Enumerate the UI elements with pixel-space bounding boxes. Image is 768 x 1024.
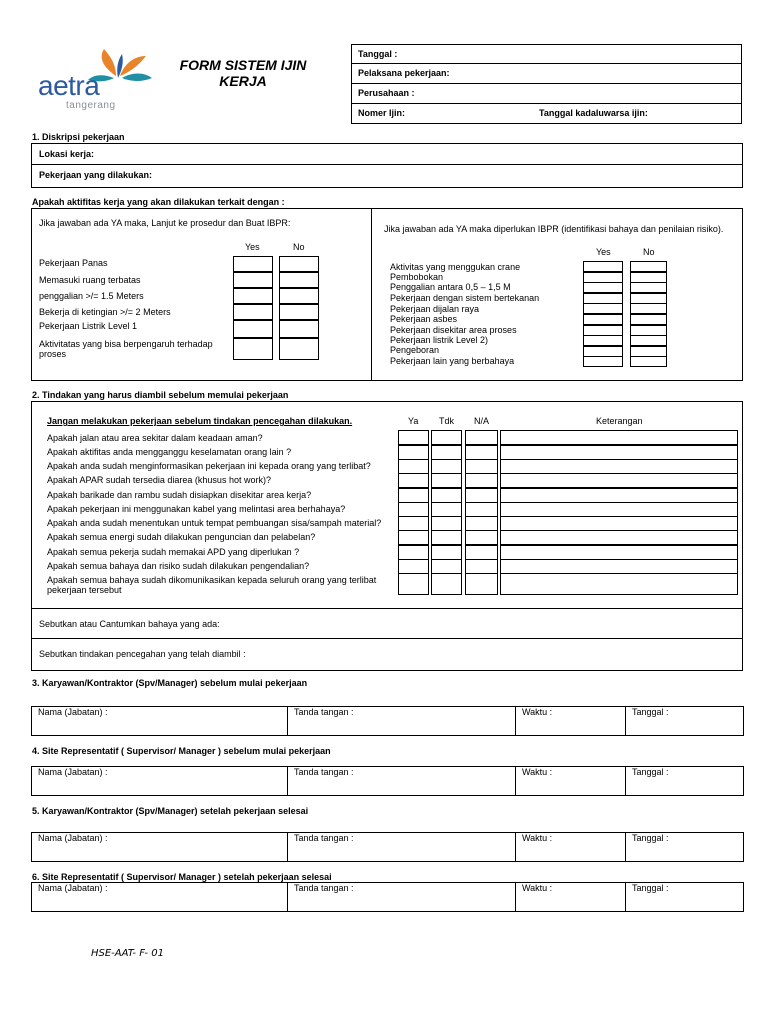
answer-na-checkbox[interactable] [465,430,498,445]
answer-na-checkbox[interactable] [465,459,498,474]
activity-right-item: Pekerjaan disekitar area proses [390,325,517,335]
activity-right-yes-checkbox[interactable] [583,346,623,357]
activity-right-no-checkbox[interactable] [630,346,667,357]
activity-heading: Apakah aktifitas kerja yang akan dilakukan terkait dengan : [32,197,285,207]
activity-left-no-checkbox[interactable] [279,288,319,304]
nama-jabatan-field[interactable]: Nama (Jabatan) : [38,883,108,893]
answer-tdk-checkbox[interactable] [431,445,462,460]
company-logo [34,44,169,114]
answer-na-checkbox[interactable] [465,559,498,574]
kadaluwarsa-field[interactable]: Tanggal kadaluwarsa ijin: [539,108,648,118]
activity-right-no-checkbox[interactable] [630,261,667,272]
answer-ya-checkbox[interactable] [398,473,429,488]
keterangan-input[interactable] [500,502,738,517]
activity-right-no-checkbox[interactable] [630,303,667,314]
checklist-question: Apakah semua energi sudah dilakukan penguncian dan pelabelan? [47,532,316,542]
answer-ya-checkbox[interactable] [398,430,429,445]
activity-left-note: Jika jawaban ada YA maka, Lanjut ke prosedur dan Buat IBPR: [39,218,291,228]
nomer-ijin-field[interactable]: Nomer Ijin: [358,108,406,118]
answer-tdk-checkbox[interactable] [431,516,462,531]
answer-ya-checkbox[interactable] [398,545,429,560]
tanggal-sign-field[interactable]: Tanggal : [632,883,669,893]
keterangan-input[interactable] [500,459,738,474]
lokasi-kerja-field[interactable]: Lokasi kerja: [39,149,95,159]
signature-divider [287,882,288,912]
tanggal-sign-field[interactable]: Tanggal : [632,707,669,717]
activity-left-no-checkbox[interactable] [279,256,319,272]
keterangan-input[interactable] [500,445,738,460]
answer-na-checkbox[interactable] [465,473,498,488]
form-title-line2: KERJA [219,73,267,89]
activity-right-yes-checkbox[interactable] [583,314,623,325]
activity-left-yes-checkbox[interactable] [233,256,273,272]
logo-subtitle: tangerang [66,100,116,111]
activity-right-yes-checkbox[interactable] [583,261,623,272]
activity-left-yes-checkbox[interactable] [233,304,273,320]
activity-right-yes-checkbox[interactable] [583,335,623,346]
activity-left-no-checkbox[interactable] [279,338,319,360]
section-1-box [31,143,743,188]
activity-right-item: Pekerjaan lain yang berbahaya [390,356,515,366]
activity-right-item: Pekerjaan dijalan raya [390,304,480,314]
answer-ya-checkbox[interactable] [398,530,429,545]
answer-tdk-checkbox[interactable] [431,545,462,560]
sebutkan-bahaya-field[interactable]: Sebutkan atau Cantumkan bahaya yang ada: [39,619,220,629]
activity-right-yes-checkbox[interactable] [583,303,623,314]
activity-right-no-checkbox[interactable] [630,272,667,283]
activity-left-no-label: No [293,242,305,252]
activity-left-item: penggalian >/= 1.5 Meters [39,291,144,301]
checklist-question: Apakah semua bahaya dan risiko sudah dilakukan pengendalian? [47,561,310,571]
answer-tdk-checkbox[interactable] [431,530,462,545]
activity-right-no-checkbox[interactable] [630,335,667,346]
activity-left-no-checkbox[interactable] [279,272,319,288]
activity-left-yes-checkbox[interactable] [233,338,273,360]
activity-right-item: Aktivitas yang menggukan crane [390,262,521,272]
section-1-heading: 1. Diskripsi pekerjaan [32,132,125,142]
checklist-question: Apakah pekerjaan ini menggunakan kabel yang melintasi area berhahaya? [47,504,346,514]
signature-divider [287,766,288,796]
tanda-tangan-field[interactable]: Tanda tangan : [294,883,354,893]
answer-tdk-checkbox[interactable] [431,559,462,574]
activity-right-no-checkbox[interactable] [630,325,667,336]
keterangan-input[interactable] [500,573,738,595]
answer-tdk-checkbox[interactable] [431,459,462,474]
tanda-tangan-field[interactable]: Tanda tangan : [294,767,354,777]
activity-left-item: Pekerjaan Panas [39,258,108,268]
col-ya-header: Ya [408,416,419,426]
perusahaan-field[interactable]: Perusahaan : [358,88,415,98]
col-tdk-header: Tdk [439,416,455,426]
activity-left-yes-checkbox[interactable] [233,272,273,288]
section-6-heading: 6. Site Representatif ( Supervisor/ Manager ) setelah pekerjaan selesai [32,872,332,882]
keterangan-input[interactable] [500,473,738,488]
keterangan-input[interactable] [500,516,738,531]
pelaksana-field[interactable]: Pelaksana pekerjaan: [358,68,450,78]
answer-na-checkbox[interactable] [465,545,498,560]
col-keterangan-header: Keterangan [596,416,643,426]
activity-right-item: Pekerjaan asbes [390,314,458,324]
activity-left-no-checkbox[interactable] [279,320,319,338]
activity-right-item: Pembobokan [390,272,444,282]
waktu-field[interactable]: Waktu : [522,707,553,717]
activity-right-item: Pengeboran [390,345,440,355]
signature-divider [515,882,516,912]
section-2-heading: 2. Tindakan yang harus diambil sebelum memulai pekerjaan [32,390,289,400]
activity-left-yes-label: Yes [245,242,260,252]
waktu-field[interactable]: Waktu : [522,833,553,843]
activity-right-yes-checkbox[interactable] [583,282,623,293]
activity-left-item: Aktivitatas yang bisa berpengaruh terhadap proses [39,339,213,360]
activity-right-yes-checkbox[interactable] [583,356,623,367]
sebutkan-tindakan-field[interactable]: Sebutkan tindakan pencegahan yang telah diambil : [39,649,246,659]
answer-ya-checkbox[interactable] [398,502,429,517]
activity-right-yes-label: Yes [596,247,611,257]
signature-divider [515,832,516,862]
activity-left-item: Bekerja di ketingian >/= 2 Meters [39,307,171,317]
signature-divider [515,706,516,736]
answer-na-checkbox[interactable] [465,445,498,460]
signature-divider [625,832,626,862]
keterangan-input[interactable] [500,430,738,445]
signature-divider [287,706,288,736]
nama-jabatan-field[interactable]: Nama (Jabatan) : [38,707,108,717]
signature-divider [287,832,288,862]
form-title-line1: FORM SISTEM IJIN [179,57,307,73]
activity-right-yes-checkbox[interactable] [583,272,623,283]
checklist-question: Apakah anda sudah menginformasikan pekerjaan ini kepada orang yang terlibat? [47,461,371,471]
activity-left-item: Pekerjaan Listrik Level 1 [39,321,138,331]
answer-na-checkbox[interactable] [465,502,498,517]
checklist-question: Apakah barikade dan rambu sudah disiapkan disekitar area kerja? [47,490,312,500]
nama-jabatan-field[interactable]: Nama (Jabatan) : [38,833,108,843]
logo-brand: aetra [38,70,100,101]
section-3-heading: 3. Karyawan/Kontraktor (Spv/Manager) sebelum mulai pekerjaan [32,678,308,688]
checklist-question: Apakah anda sudah menentukan untuk tempat pembuangan sisa/sampah material? [47,518,382,528]
checklist-question: Apakah aktifitas anda mengganggu keselamatan orang lain ? [47,447,292,457]
checklist-question: Apakah semua pekerja sudah memakai APD yang diperlukan ? [47,547,300,557]
activity-right-no-checkbox[interactable] [630,356,667,367]
tanda-tangan-field[interactable]: Tanda tangan : [294,833,354,843]
checklist-question: Apakah jalan atau area sekitar dalam keadaan aman? [47,433,263,443]
answer-tdk-checkbox[interactable] [431,502,462,517]
activity-right-no-checkbox[interactable] [630,314,667,325]
activity-right-yes-checkbox[interactable] [583,325,623,336]
answer-na-checkbox[interactable] [465,530,498,545]
form-code: HSE-AAT- F- 01 [91,948,164,959]
signature-divider [625,766,626,796]
checklist-question: Apakah APAR sudah tersedia diarea (khusus hot work)? [47,475,271,485]
activity-left-yes-checkbox[interactable] [233,320,273,338]
nama-jabatan-field[interactable]: Nama (Jabatan) : [38,767,108,777]
activity-left-yes-checkbox[interactable] [233,288,273,304]
answer-tdk-checkbox[interactable] [431,473,462,488]
section-4-heading: 4. Site Representatif ( Supervisor/ Manager ) sebelum mulai pekerjaan [32,746,331,756]
keterangan-input[interactable] [500,488,738,503]
waktu-field[interactable]: Waktu : [522,767,553,777]
checklist-question: Apakah semua bahaya sudah dikomunikasikan kepada seluruh orang yang terlibat pekerjaan tersebut [47,575,377,596]
activity-right-no-label: No [643,247,655,257]
activity-left-item: Memasuki ruang terbatas [39,275,141,285]
signature-divider [515,766,516,796]
activity-right-item: Penggalian antara 0,5 – 1,5 M [390,282,511,292]
tanggal-field[interactable]: Tanggal : [358,49,398,59]
answer-na-checkbox[interactable] [465,573,498,595]
keterangan-input[interactable] [500,545,738,560]
tanda-tangan-field[interactable]: Tanda tangan : [294,707,354,717]
waktu-field[interactable]: Waktu : [522,883,553,893]
keterangan-input[interactable] [500,559,738,574]
section-5-heading: 5. Karyawan/Kontraktor (Spv/Manager) setelah pekerjaan selesai [32,806,309,816]
answer-ya-checkbox[interactable] [398,559,429,574]
col-na-header: N/A [474,416,490,426]
answer-na-checkbox[interactable] [465,516,498,531]
keterangan-input[interactable] [500,530,738,545]
answer-ya-checkbox[interactable] [398,516,429,531]
answer-ya-checkbox[interactable] [398,573,429,595]
activity-right-item: Pekerjaan listrik Level 2) [390,335,489,345]
activity-right-note: Jika jawaban ada YA maka diperlukan IBPR (identifikasi bahaya dan penilaian risiko). [384,224,724,234]
signature-divider [625,882,626,912]
tanggal-sign-field[interactable]: Tanggal : [632,833,669,843]
tanggal-sign-field[interactable]: Tanggal : [632,767,669,777]
activity-right-item: Pekerjaan dengan sistem bertekanan [390,293,540,303]
activity-left-no-checkbox[interactable] [279,304,319,320]
section-2-warning: Jangan melakukan pekerjaan sebelum tindakan pencegahan dilakukan. [47,416,353,426]
answer-ya-checkbox[interactable] [398,445,429,460]
signature-divider [625,706,626,736]
answer-tdk-checkbox[interactable] [431,430,462,445]
activity-right-no-checkbox[interactable] [630,282,667,293]
activity-right-no-checkbox[interactable] [630,293,667,304]
answer-ya-checkbox[interactable] [398,459,429,474]
answer-na-checkbox[interactable] [465,488,498,503]
pekerjaan-dilakukan-field[interactable]: Pekerjaan yang dilakukan: [39,170,153,180]
answer-tdk-checkbox[interactable] [431,573,462,595]
activity-right-yes-checkbox[interactable] [583,293,623,304]
answer-ya-checkbox[interactable] [398,488,429,503]
answer-tdk-checkbox[interactable] [431,488,462,503]
